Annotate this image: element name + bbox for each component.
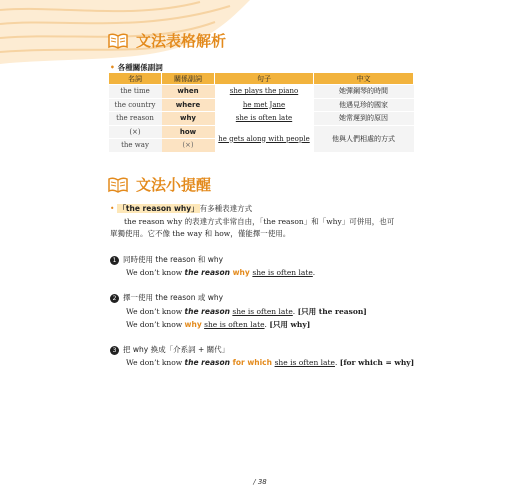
cell-adverb: why <box>162 112 215 126</box>
cell-adverb: when <box>162 85 215 99</box>
cell-noun: the country <box>109 98 162 112</box>
tip-paragraph: the reason why 的表達方式非常自由，「the reason」和「why」可併用，也可 單獨使用。它不像 the way 和 how，僅能擇一使用。 <box>110 217 395 238</box>
open-book-icon <box>108 177 128 193</box>
table-row <box>109 85 414 99</box>
page-number: / 38 <box>253 478 267 486</box>
cell-adverb: how <box>162 125 215 139</box>
table-row <box>109 112 414 126</box>
cell-sentence: she plays the piano <box>215 85 314 99</box>
point-heading-2: 2 擇一使用 the reason 或 why <box>110 292 223 303</box>
section-heading-tips <box>108 174 211 195</box>
cell-noun: (×) <box>109 125 162 139</box>
example-sentence: We don’t know the reason why she is often late. <box>126 268 316 277</box>
number-badge: 3 <box>110 346 119 355</box>
cell-chinese: 她常遲到的原因 <box>314 112 414 126</box>
col-header-adverb: 關係副詞 <box>162 73 215 85</box>
section-title: 文法小提醒 <box>136 176 212 194</box>
example-sentence: We don’t know the reason for which she is often late. [for which = why] <box>126 358 415 367</box>
col-header-noun: 名詞 <box>109 73 162 85</box>
table-subtitle: • 各種關係副詞 <box>110 63 163 72</box>
cell-chinese: 他與人們相處的方式 <box>314 125 414 152</box>
point-heading-3: 3 把 why 換成「介系詞 + 關代」 <box>110 344 229 355</box>
point-heading-1: 1 同時使用 the reason 和 why <box>110 254 223 265</box>
col-header-chinese: 中文 <box>314 73 414 85</box>
open-book-icon <box>108 33 128 49</box>
bullet-dot: • <box>110 204 115 213</box>
bullet-dot: • <box>110 63 115 72</box>
table-header-row <box>109 73 414 85</box>
cell-sentence: she is often late <box>215 112 314 126</box>
col-header-sentence: 句子 <box>215 73 314 85</box>
tip-title <box>110 203 252 214</box>
cell-sentence: he gets along with people <box>215 125 314 152</box>
table-row <box>109 125 414 139</box>
cell-noun: the reason <box>109 112 162 126</box>
cell-adverb: (×) <box>162 139 215 153</box>
number-badge: 1 <box>110 256 119 265</box>
tip-highlight: 「the reason why」 <box>118 204 199 213</box>
cell-sentence: he met Jane <box>215 98 314 112</box>
section-title: 文法表格解析 <box>136 32 227 50</box>
tip-title-rest: 有多種表達方式 <box>199 204 253 213</box>
cell-chinese: 他遇見珍的國家 <box>314 98 414 112</box>
example-sentence: We don’t know why she is often late. [只用 why] <box>126 320 311 329</box>
example-sentence: We don’t know the reason she is often late. [只用 the reason] <box>126 307 367 316</box>
table-row <box>109 98 414 112</box>
section-heading-table <box>108 30 226 51</box>
relative-adverb-table <box>108 72 414 153</box>
cell-adverb: where <box>162 98 215 112</box>
cell-noun: the time <box>109 85 162 99</box>
cell-chinese: 她彈鋼琴的時間 <box>314 85 414 99</box>
cell-noun: the way <box>109 139 162 153</box>
number-badge: 2 <box>110 294 119 303</box>
